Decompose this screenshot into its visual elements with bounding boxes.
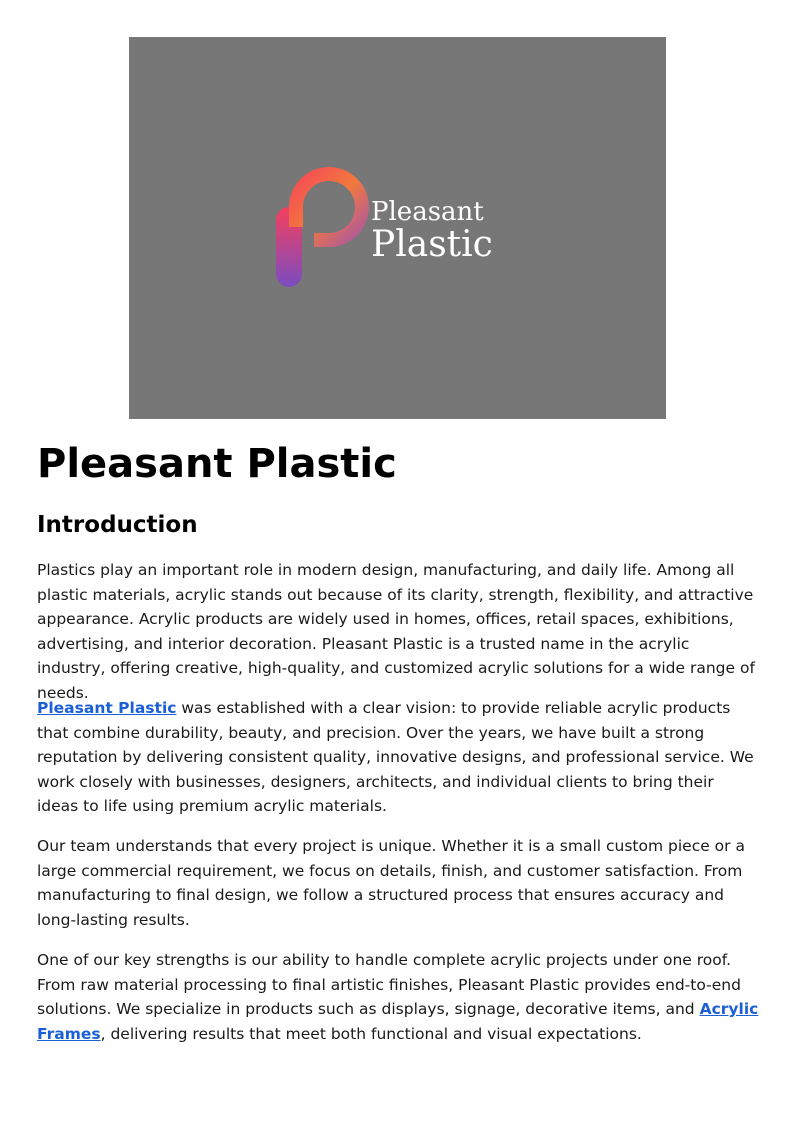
paragraph-intro: Plastics play an important role in modern design, manufacturing, and daily life. Among all plastic materials, acrylic stands out because of its clarity, strength, flexibility, and attractive appearance. Acrylic products are widely used in homes, offices, retail spaces, exhibitions, advertising, and interior decoration. Pleasant Plastic is a trusted name in the acrylic industry, offering creative, high-quality, and customized acrylic solutions for a wide range of needs. bbox=[37, 561, 755, 702]
hero-banner bbox=[129, 37, 666, 419]
p-monogram-gradient-icon bbox=[274, 167, 374, 292]
brand-logo bbox=[274, 167, 504, 292]
paragraph-strengths-text-after: , delivering results that meet both functional and visual expectations. bbox=[100, 1024, 642, 1043]
section-heading: Introduction bbox=[37, 512, 198, 538]
paragraph-team: Our team understands that every project is unique. Whether it is a small custom piece or a large commercial requirement, we focus on details, finish, and customer satisfaction. From manufacturing to final design, we follow a structured process that ensures accuracy and long-lasting results. bbox=[37, 837, 745, 929]
acrylic-frames-link[interactable]: Acrylic Frames bbox=[37, 1000, 759, 1043]
pleasant-plastic-link[interactable]: Pleasant Plastic bbox=[37, 699, 177, 717]
logo-wordmark bbox=[371, 199, 493, 263]
logo-line-pleasant: Pleasant bbox=[371, 197, 484, 227]
paragraph-strengths-text-before: One of our key strengths is our ability to handle complete acrylic projects under one roof. From raw material processing to final artistic finishes, Pleasant Plastic provides end-to-end solutions. We specialize in products such as displays, signage, decorative items, and bbox=[37, 951, 741, 1018]
paragraph-history-text: was established with a clear vision: to provide reliable acrylic products that combine durability, beauty, and precision. Over the years, we have built a strong reputation by delivering consistent quality, innovative designs, and professional service. We work closely with businesses, designers, architects, and individual clients to bring their ideas to life using premium acrylic materials. bbox=[37, 699, 754, 815]
paragraph-strengths bbox=[37, 948, 759, 1046]
logo-line-plastic: Plastic bbox=[371, 224, 493, 265]
paragraph-history bbox=[37, 696, 759, 819]
document-title: Pleasant Plastic bbox=[37, 441, 397, 487]
